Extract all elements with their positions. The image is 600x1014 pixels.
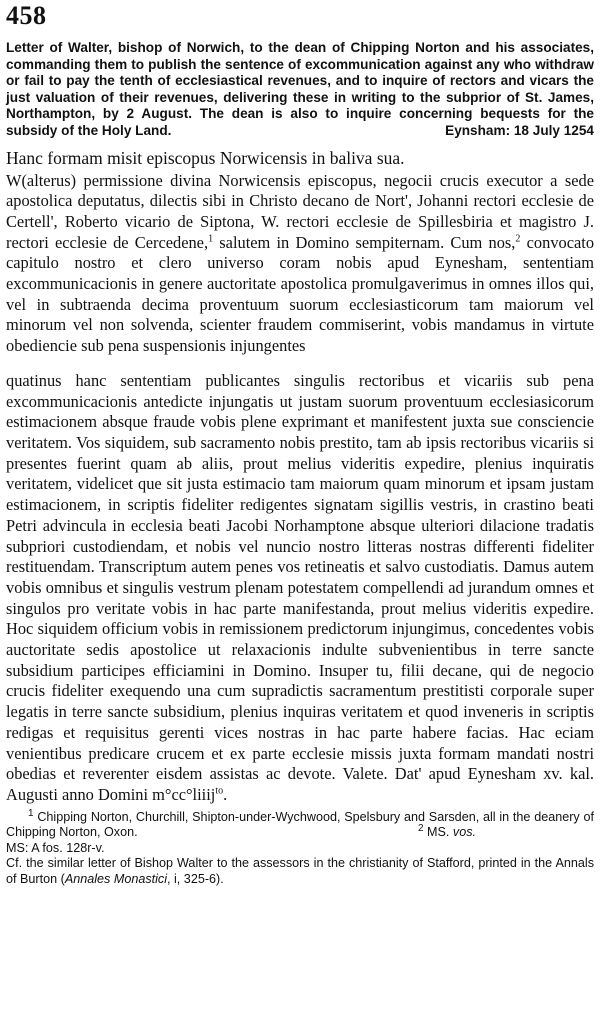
comparison-note-title: Annales Monastici xyxy=(64,871,168,886)
paragraph-1 xyxy=(6,171,594,357)
letter-body xyxy=(6,171,594,806)
intro-line: Hanc formam misit episcopus Norwicensis in baliva sua. xyxy=(6,147,405,168)
comparison-note-text: Cf. the similar letter of Bishop Walter to the assessors in the christianity of Stafford, printed in the Annals of Burton ( xyxy=(6,856,594,886)
heading-summary: Letter of Walter, bishop of Norwich, to the dean of Chipping Norton and his associates, commanding them to publish the sentence of excommunication against any who withdraw or fail to pay the tenth of ecclesiastical revenues, and to inquire of rectors and vicars the just valuation of their revenues, delivering these in writing to the subprior of St. James, Northampton, by 2 August. The dean is also to inquire concerning bequests for the subsidy of the Holy Land. xyxy=(6,40,594,138)
manuscript-reference: MS: A fos. 128r-v. xyxy=(6,840,105,855)
paragraph-2: quatinus hanc sententiam publicantes singulis rectoribus et vicariis sub pena excommunicacionis antedicte injungatis ut justam suorum proventuum ecclesiasicorum estimacionem absque fraude vobis plene exprimant et manifestent juxta sue consciencie veritatem. Vos siquidem, sub sacramento nobis prestito, tam ab ipsis rectoribus vicariis si presentes fuerint quam ab aliis, prout melius videritis expedire, plenius inquiratis veritatem, videlicet que sit justa estimacio tam maiorum quam minorum et ipsam justam estimacionem, in scriptis fideliter redigentes signatam sigillis vestris, in crastino beati Petri advincula in ecclesia beati Jacobi Norhamptone absque ulteriori dilacione tradatis subpriori custodiendam, et nobis vel nuncio nostro litteras nostras differenti fideliter restituendam. Transcriptum autem penes vos retineatis et salvo custodiatis. Damus autem vobis omnibus et singulis vestrum plenam potestatem compellendi ad jurandum omnes et singulos pro veritate vobis in hac parte manifestanda, prout melius videritis expedire. Hoc siquidem officium vobis in remissionem predictorum injungimus, concedentes vobis auctoritate sedis apostolice ut relaxacionis indulte subvenientibus in terre sancte subsidium participes efficiamini in Domino. Insuper tu, filii decane, qui de negocio crucis fideliter exequendo una cum supradictis sacramentum prestitisti corporale super legatis in terre sancte subsidium, plenius inquiras veritatem et quod inveneris in scriptis redigas et requisitus gerenti vices nostras in hac parte habere facias. Hac eciam venientibus predicare crucem et ex parte ecclesie missis juxta formam mandati nostri obedias et reverenter eisdem assistas ac devote. Valete. Dat' apud Eynesham xv. kal. Augusti anno Domini m°cc°liiij$^{to}$. xyxy=(6,370,594,804)
footnote-1-text: Chipping Norton, Churchill, Shipton-under-Wychwood, Spelsbury and Sarsden, all in the deanery of Chipping Norton, Oxon. xyxy=(6,809,594,840)
letter-heading xyxy=(6,40,594,140)
footnote-2-mark: 2 xyxy=(417,822,424,834)
paragraph-1-part-b: salutem in Domino sempiternam. Cum nos, xyxy=(213,232,516,252)
heading-place-date: Eynsham: 18 July 1254 xyxy=(445,122,594,138)
page-number: 458 xyxy=(6,1,47,30)
paragraph-1-part-a: W(alterus) permissione divina Norwicensis episcopus, negocii crucis executor a sede apostolica deputatus, dilectis sibi in Christo decano de Nort', Johanni rectori ecclesie de Certell', Roberto vicario de Siptona, W. rectori ecclesie de Spillesbiria et magistro J. rectori ecclesie de Cercedene, xyxy=(6,170,594,252)
document-page xyxy=(6,0,594,887)
footnotes xyxy=(6,807,594,888)
date-superscript: to xyxy=(215,785,224,797)
page-break-gap xyxy=(6,357,594,371)
footnote-ref-2: 2 xyxy=(515,233,521,245)
paragraph-1-part-c: convocato capitulo nostro et clero universo coram nobis apud Eynesham, sententiam excommunicacionis in genere auctoritate apostolica promulgaverimus in omnes illos qui, vel in subtraenda decima proventuum suorum ecclesiasticorum tam maiorum vel minorum vel non solvenda, scienter fraudem commiserint, vobis mandamus in virtute obediencie sub pena suspensionis injungentes xyxy=(6,232,595,356)
comparison-note xyxy=(6,856,594,887)
footnote-1-mark: 1 xyxy=(28,807,34,819)
paragraph-2-text: quatinus hanc sententiam publicantes singulis rectoribus et vicariis sub pena excommunicacionis antedicte injungatis ut justam suorum proventuum ecclesiasicorum estimacionem absque fraude vobis plene exprimant et manifestent juxta sue consciencie veritatem. Vos siquidem, sub sacramento nobis prestito, tam ab ipsis rectoribus vicariis si presentes fuerint quam ab aliis, prout melius videritis expedire, plenius inquiratis veritatem, videlicet que sit justa estimacio tam maiorum quam minorum et ipsam justam estimacionem, in scriptis fideliter redigentes signatam sigillis vestris, in crastino beati Petri advincula in ecclesia beati Jacobi Norhamptone absque ulteriori dilacione tradatis subpriori custodiendam, et nobis vel nuncio nostro litteras nostras differenti fideliter restituendam. Transcriptum autem penes vos retineatis et salvo custodiatis. Damus autem vobis omnibus et singulis vestrum plenam potestatem compellendi ad jurandum omnes et singulos pro veritate vobis in hac parte manifestanda, prout melius videritis expedire. Hoc siquidem officium vobis in remissionem predictorum injungimus, concedentes vobis auctoritate sedis apostolice ut relaxacionis indulte subvenientibus in terre sancte subsidium participes efficiamini in Domino. Insuper tu, filii decane, qui de negocio crucis fideliter exequendo una cum supradictis sacramentum prestitisti corporale super legatis in terre sancte subsidium, plenius inquiras veritatem et quod inveneris in scriptis redigas et requisitus gerenti vices nostras in hac parte habere facias. Hac eciam venientibus predicare crucem et ex parte ecclesie missis juxta formam mandati nostri obedias et reverenter eisdem assistas ac devote. Valete. Dat' apud Eynesham xv. kal. Augusti anno Domini m°cc°liiij xyxy=(6,370,594,804)
comparison-note-end: , i, 325-6). xyxy=(167,871,224,886)
footnote-2-italic: vos. xyxy=(452,825,476,840)
footnote-ref-1: 1 xyxy=(208,233,214,245)
footnote-2-text: MS. xyxy=(423,825,453,840)
